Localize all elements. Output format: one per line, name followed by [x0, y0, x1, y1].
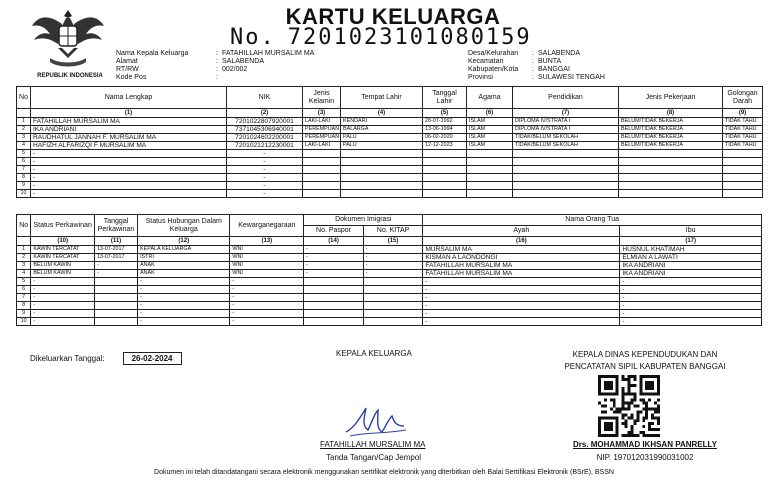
info-value: SULAWESI TENGAH	[538, 74, 605, 81]
info-label: Provinsi	[468, 74, 493, 81]
cell-goldar: TIDAK TAHU	[723, 126, 763, 134]
cell-nama: -	[31, 182, 227, 190]
cell-ibu: -	[620, 278, 762, 286]
cell-no: 5	[17, 278, 31, 286]
cell-agama: ISLAM	[467, 118, 513, 126]
cell-tempat	[341, 174, 423, 182]
info-row: Kode Pos :	[116, 74, 218, 81]
cell-tgl: -	[94, 270, 137, 278]
agency-line: KEPALA DINAS KEPENDUDUKAN DAN	[572, 350, 718, 359]
info-value: SALABENDA	[222, 58, 265, 65]
col-header: No. KITAP	[363, 226, 423, 237]
cell-warga: -	[230, 278, 304, 286]
cell-hubungan: KEPALA KELUARGA	[138, 246, 230, 254]
cell-status: BELUM KAWIN	[31, 270, 95, 278]
cell-paspor	[304, 278, 364, 286]
cell-pekerjaan: BELUM/TIDAK BEKERJA	[619, 134, 723, 142]
cell-warga: -	[230, 286, 304, 294]
household-info-right	[468, 50, 605, 82]
col-index: (10)	[31, 237, 95, 246]
cell-pendidikan	[513, 166, 619, 174]
info-row: Nama Kepala Keluarga : FATAHILLAH MURSALIM MA	[116, 50, 315, 57]
info-value: BUNTA	[538, 58, 562, 65]
col-index: (14)	[304, 237, 364, 246]
cell-ibu: IKA ANDRIANI	[620, 270, 762, 278]
cell-jk: PEREMPUAN	[303, 126, 341, 134]
cell-tanggal: 28-07-1992	[423, 118, 467, 126]
col-header: Nama Lengkap	[31, 87, 227, 109]
cell-status: -	[31, 294, 95, 302]
cell-nama: -	[31, 190, 227, 198]
table-row	[17, 190, 763, 198]
info-value: 002/002	[222, 66, 248, 73]
cell-agama	[467, 158, 513, 166]
col-index: (16)	[423, 237, 620, 246]
cell-ibu: -	[620, 302, 762, 310]
cell-status: -	[31, 278, 95, 286]
cell-ibu: -	[620, 294, 762, 302]
cell-hubungan: -	[138, 286, 230, 294]
cell-nama: RAUDHATUL JANNAH F. MURSALIM MA	[31, 134, 227, 142]
cell-warga: -	[230, 302, 304, 310]
cell-agama	[467, 182, 513, 190]
cell-jk	[303, 190, 341, 198]
signature-icon	[340, 400, 410, 440]
cell-status: -	[31, 302, 95, 310]
cell-tanggal	[423, 150, 467, 158]
cell-agama	[467, 174, 513, 182]
cell-nik: -	[227, 158, 303, 166]
table-row	[17, 286, 762, 294]
table-row	[17, 278, 762, 286]
cell-kitap	[363, 278, 423, 286]
cell-tgl	[94, 294, 137, 302]
cell-kitap: -	[363, 254, 423, 262]
cell-jk	[303, 166, 341, 174]
cell-tanggal	[423, 174, 467, 182]
cell-hubungan: -	[138, 310, 230, 318]
table-row	[17, 166, 763, 174]
cell-no: 9	[17, 310, 31, 318]
cell-tempat	[341, 166, 423, 174]
issued-date-value: 26-02-2024	[123, 352, 182, 365]
cell-ayah: -	[423, 278, 620, 286]
cell-goldar	[723, 158, 763, 166]
cell-ibu: HUSNUL KHATIMAH	[620, 246, 762, 254]
cell-ayah: -	[423, 310, 620, 318]
table-row	[17, 302, 762, 310]
cell-hubungan: ANAK	[138, 262, 230, 270]
table-row	[17, 294, 762, 302]
info-row: Kecamatan : BUNTA	[468, 58, 562, 65]
cell-pekerjaan: BELUM/TIDAK BEKERJA	[619, 126, 723, 134]
cell-agama: ISLAM	[467, 126, 513, 134]
cell-tanggal: 12-12-2023	[423, 142, 467, 150]
cell-goldar: TIDAK TAHU	[723, 134, 763, 142]
cell-hubungan: ISTRI	[138, 254, 230, 262]
signature-caption: Tanda Tangan/Cap Jempol	[326, 453, 422, 462]
civil-status-table	[16, 214, 762, 326]
cell-no: 9	[17, 182, 31, 190]
info-value: FATAHILLAH MURSALIM MA	[222, 50, 315, 57]
cell-pekerjaan	[619, 174, 723, 182]
cell-hubungan: -	[138, 302, 230, 310]
cell-no: 7	[17, 294, 31, 302]
table-row	[17, 118, 763, 126]
cell-nik: -	[227, 174, 303, 182]
cell-kitap: -	[363, 270, 423, 278]
cell-no: 4	[17, 142, 31, 150]
cell-tanggal	[423, 166, 467, 174]
cell-warga: -	[230, 294, 304, 302]
cell-jk	[303, 174, 341, 182]
cell-no: 10	[17, 318, 31, 326]
table-row	[17, 270, 762, 278]
col-header: Agama	[467, 87, 513, 109]
cell-ibu: -	[620, 286, 762, 294]
cell-hubungan: -	[138, 278, 230, 286]
cell-goldar	[723, 174, 763, 182]
col-header: Status Perkawinan	[31, 215, 95, 237]
table-row	[17, 254, 762, 262]
household-info-left	[116, 50, 314, 82]
cell-kitap	[363, 286, 423, 294]
cell-nama: FATAHILLAH MURSALIM MA	[31, 118, 227, 126]
cell-pekerjaan	[619, 166, 723, 174]
info-label: Desa/Kelurahan	[468, 50, 519, 57]
cell-jk: PEREMPUAN	[303, 134, 341, 142]
cell-no: 3	[17, 262, 31, 270]
table-row	[17, 262, 762, 270]
cell-tanggal: 13-06-1994	[423, 126, 467, 134]
cell-nik: -	[227, 166, 303, 174]
cell-tempat	[341, 158, 423, 166]
col-header: Nama Orang Tua	[423, 215, 762, 226]
col-index: (4)	[341, 109, 423, 118]
col-header: NIK	[227, 87, 303, 109]
cell-tempat: PALU	[341, 134, 423, 142]
info-value: SALABENDA	[538, 50, 581, 57]
cell-nama: IKA ANDRIANI	[31, 126, 227, 134]
emblem-caption: REPUBLIK INDONESIA	[37, 73, 103, 79]
col-index: (9)	[723, 109, 763, 118]
col-index: (17)	[620, 237, 762, 246]
col-header: No	[17, 87, 31, 109]
kk-number-label: No.	[230, 25, 276, 50]
cell-nik: -	[227, 182, 303, 190]
cell-ibu: ELMIAN A LAWATI	[620, 254, 762, 262]
cell-tempat: KENDARI	[341, 118, 423, 126]
col-header: Status Hubungan Dalam Keluarga	[138, 215, 230, 237]
cell-ayah: FATAHILLAH MURSALIM MA	[423, 262, 620, 270]
cell-ayah: -	[423, 318, 620, 326]
info-row: RT/RW : 002/002	[116, 66, 248, 73]
col-header: Tanggal Perkawinan	[94, 215, 137, 237]
cell-no: 3	[17, 134, 31, 142]
cell-status: BELUM KAWIN	[31, 262, 95, 270]
cell-tgl: 13-07-2017	[94, 254, 137, 262]
cell-paspor: -	[304, 262, 364, 270]
cell-status: -	[31, 310, 95, 318]
cell-nama: HAFIZH ALFARIZQI F MURSALIM MA	[31, 142, 227, 150]
col-index: (13)	[230, 237, 304, 246]
cell-pekerjaan: BELUM/TIDAK BEKERJA	[619, 142, 723, 150]
cell-no: 8	[17, 174, 31, 182]
cell-pendidikan	[513, 182, 619, 190]
cell-hubungan: ANAK	[138, 270, 230, 278]
cell-goldar: TIDAK TAHU	[723, 142, 763, 150]
cell-kitap: -	[363, 262, 423, 270]
cell-paspor	[304, 294, 364, 302]
col-header: Dokumen Imigrasi	[304, 215, 423, 226]
cell-pendidikan: TIDAK/BELUM SEKOLAH	[513, 134, 619, 142]
col-header: Kewarganegaraan	[230, 215, 304, 237]
civil-status-table-body	[17, 246, 762, 326]
cell-no: 2	[17, 254, 31, 262]
members-table	[16, 86, 763, 198]
cell-pendidikan	[513, 150, 619, 158]
cell-tempat	[341, 190, 423, 198]
cell-tanggal: 06-02-2020	[423, 134, 467, 142]
info-label: Kode Pos	[116, 74, 147, 81]
cell-paspor	[304, 318, 364, 326]
col-index: (3)	[303, 109, 341, 118]
members-table-body	[17, 118, 763, 198]
esignature-note: Dokumen ini telah ditandatangani secara elektronik menggunakan sertifikat elektronik yang diterbitkan oleh Balai Sertifikasi Elektronik (BSrE), BSSN	[154, 469, 614, 476]
cell-hubungan: -	[138, 318, 230, 326]
cell-tempat: BALARGA	[341, 126, 423, 134]
cell-pekerjaan	[619, 150, 723, 158]
cell-paspor: -	[304, 246, 364, 254]
col-index: (11)	[94, 237, 137, 246]
cell-nik: -	[227, 150, 303, 158]
info-row: Alamat : SALABENDA	[116, 58, 265, 65]
table-row	[17, 158, 763, 166]
cell-goldar	[723, 190, 763, 198]
cell-warga: WNI	[230, 254, 304, 262]
cell-ayah: KISMAN A LAONDONGI	[423, 254, 620, 262]
cell-goldar	[723, 182, 763, 190]
cell-warga: -	[230, 318, 304, 326]
document-title: KARTU KELUARGA	[285, 4, 501, 29]
cell-kitap	[363, 310, 423, 318]
cell-ayah: MURSALIM MA	[423, 246, 620, 254]
cell-no: 8	[17, 302, 31, 310]
cell-jk: LAKI-LAKI	[303, 118, 341, 126]
cell-pekerjaan	[619, 158, 723, 166]
col-header: Jenis Pekerjaan	[619, 87, 723, 109]
col-header: Pendidikan	[513, 87, 619, 109]
cell-pendidikan	[513, 158, 619, 166]
cell-no: 1	[17, 118, 31, 126]
col-header: Ayah	[423, 226, 620, 237]
col-index: (6)	[467, 109, 513, 118]
col-header: No	[17, 215, 31, 237]
table-row	[17, 246, 762, 254]
col-index: (5)	[423, 109, 467, 118]
info-label: Alamat	[116, 58, 138, 65]
cell-status: -	[31, 318, 95, 326]
table-row	[17, 182, 763, 190]
col-header: No. Paspor	[304, 226, 364, 237]
cell-goldar	[723, 150, 763, 158]
cell-no: 6	[17, 158, 31, 166]
cell-pekerjaan: BELUM/TIDAK BEKERJA	[619, 118, 723, 126]
cell-kitap	[363, 302, 423, 310]
cell-jk	[303, 150, 341, 158]
cell-pendidikan: DIPLOMA IV/STRATA I	[513, 126, 619, 134]
cell-ayah: -	[423, 286, 620, 294]
col-header: Tanggal Lahir	[423, 87, 467, 109]
cell-no: 2	[17, 126, 31, 134]
cell-ayah: -	[423, 302, 620, 310]
cell-nik: 7201024602200001	[227, 134, 303, 142]
col-header: Ibu	[620, 226, 762, 237]
cell-agama	[467, 166, 513, 174]
kk-number	[230, 25, 532, 50]
cell-warga: WNI	[230, 262, 304, 270]
cell-ayah: FATAHILLAH MURSALIM MA	[423, 270, 620, 278]
col-header: Tempat Lahir	[341, 87, 423, 109]
cell-nama: -	[31, 174, 227, 182]
col-index: (7)	[513, 109, 619, 118]
cell-hubungan: -	[138, 294, 230, 302]
cell-goldar: TIDAK TAHU	[723, 118, 763, 126]
cell-nik: 7371045306940001	[227, 126, 303, 134]
cell-status: -	[31, 286, 95, 294]
cell-pendidikan: DIPLOMA IV/STRATA I	[513, 118, 619, 126]
cell-agama	[467, 150, 513, 158]
cell-kitap	[363, 318, 423, 326]
cell-no: 7	[17, 166, 31, 174]
cell-ibu: -	[620, 310, 762, 318]
col-index: (15)	[363, 237, 423, 246]
cell-warga: -	[230, 310, 304, 318]
cell-no: 1	[17, 246, 31, 254]
kk-number-value: 7201023101080159	[287, 25, 532, 50]
table-row	[17, 126, 763, 134]
cell-paspor	[304, 302, 364, 310]
issued-label: Dikeluarkan Tanggal:	[30, 354, 105, 363]
cell-tgl	[94, 318, 137, 326]
cell-status: KAWIN TERCATAT	[31, 246, 95, 254]
table-row	[17, 134, 763, 142]
cell-tanggal	[423, 158, 467, 166]
cell-nama: -	[31, 150, 227, 158]
cell-ayah: -	[423, 294, 620, 302]
cell-no: 4	[17, 270, 31, 278]
col-index: (1)	[31, 109, 227, 118]
info-label: Nama Kepala Keluarga	[116, 50, 189, 57]
info-row: Kabupaten/Kota : BANGGAI	[468, 66, 570, 73]
official-name: Drs. MOHAMMAD IKHSAN PANRELLY	[572, 440, 717, 449]
official-nip: NIP. 197012031990031002	[596, 453, 694, 462]
cell-no: 5	[17, 150, 31, 158]
table-row	[17, 310, 762, 318]
cell-status: KAWIN TERCATAT	[31, 254, 95, 262]
info-label: Kabupaten/Kota	[468, 66, 519, 73]
info-row: Desa/Kelurahan : SALABENDA	[468, 50, 581, 57]
cell-jk: LAKI-LAKI	[303, 142, 341, 150]
agency-label	[550, 349, 740, 373]
info-row: Provinsi : SULAWESI TENGAH	[468, 74, 605, 81]
cell-nama: -	[31, 166, 227, 174]
cell-tanggal	[423, 190, 467, 198]
cell-no: 10	[17, 190, 31, 198]
cell-agama	[467, 190, 513, 198]
cell-kitap: -	[363, 246, 423, 254]
col-index	[17, 237, 31, 246]
col-index: (12)	[138, 237, 230, 246]
cell-agama: ISLAM	[467, 142, 513, 150]
cell-tgl	[94, 310, 137, 318]
col-index: (2)	[227, 109, 303, 118]
cell-tgl: -	[94, 262, 137, 270]
cell-nik: -	[227, 190, 303, 198]
cell-pendidikan	[513, 174, 619, 182]
cell-tgl: 13-07-2017	[94, 246, 137, 254]
cell-ibu: IKA ANDRIANI	[620, 262, 762, 270]
cell-tgl	[94, 278, 137, 286]
cell-tempat	[341, 150, 423, 158]
cell-tempat: PALU	[341, 142, 423, 150]
cell-pekerjaan	[619, 190, 723, 198]
info-label: RT/RW	[116, 66, 139, 73]
cell-kitap	[363, 294, 423, 302]
cell-tgl	[94, 302, 137, 310]
qr-code-icon	[598, 375, 660, 437]
issued-date	[30, 352, 182, 365]
cell-warga: WNI	[230, 246, 304, 254]
cell-pendidikan	[513, 190, 619, 198]
info-label: Kecamatan	[468, 58, 504, 65]
cell-paspor: -	[304, 270, 364, 278]
cell-pekerjaan	[619, 182, 723, 190]
table-row	[17, 318, 762, 326]
cell-agama: ISLAM	[467, 134, 513, 142]
cell-nik: 7201022807920001	[227, 118, 303, 126]
table-row	[17, 174, 763, 182]
family-head-label: KEPALA KELUARGA	[336, 349, 412, 358]
cell-paspor: -	[304, 254, 364, 262]
agency-line: PENCATATAN SIPIL KABUPATEN BANGGAI	[564, 362, 726, 371]
info-value: BANGGAI	[538, 66, 570, 73]
cell-pendidikan: TIDAK/BELUM SEKOLAH	[513, 142, 619, 150]
cell-goldar	[723, 166, 763, 174]
col-index	[17, 109, 31, 118]
table-row	[17, 142, 763, 150]
table-row	[17, 150, 763, 158]
cell-paspor	[304, 310, 364, 318]
cell-warga: WNI	[230, 270, 304, 278]
cell-jk	[303, 182, 341, 190]
col-header: Jenis Kelamin	[303, 87, 341, 109]
cell-tgl	[94, 286, 137, 294]
cell-ibu: -	[620, 318, 762, 326]
cell-nama: -	[31, 158, 227, 166]
cell-no: 6	[17, 286, 31, 294]
cell-tempat	[341, 182, 423, 190]
col-header: Golongan Darah	[723, 87, 763, 109]
cell-tanggal	[423, 182, 467, 190]
cell-nik: 7201021212230001	[227, 142, 303, 150]
col-index: (8)	[619, 109, 723, 118]
family-head-name: FATAHILLAH MURSALIM MA	[320, 440, 426, 449]
cell-jk	[303, 158, 341, 166]
cell-paspor	[304, 286, 364, 294]
